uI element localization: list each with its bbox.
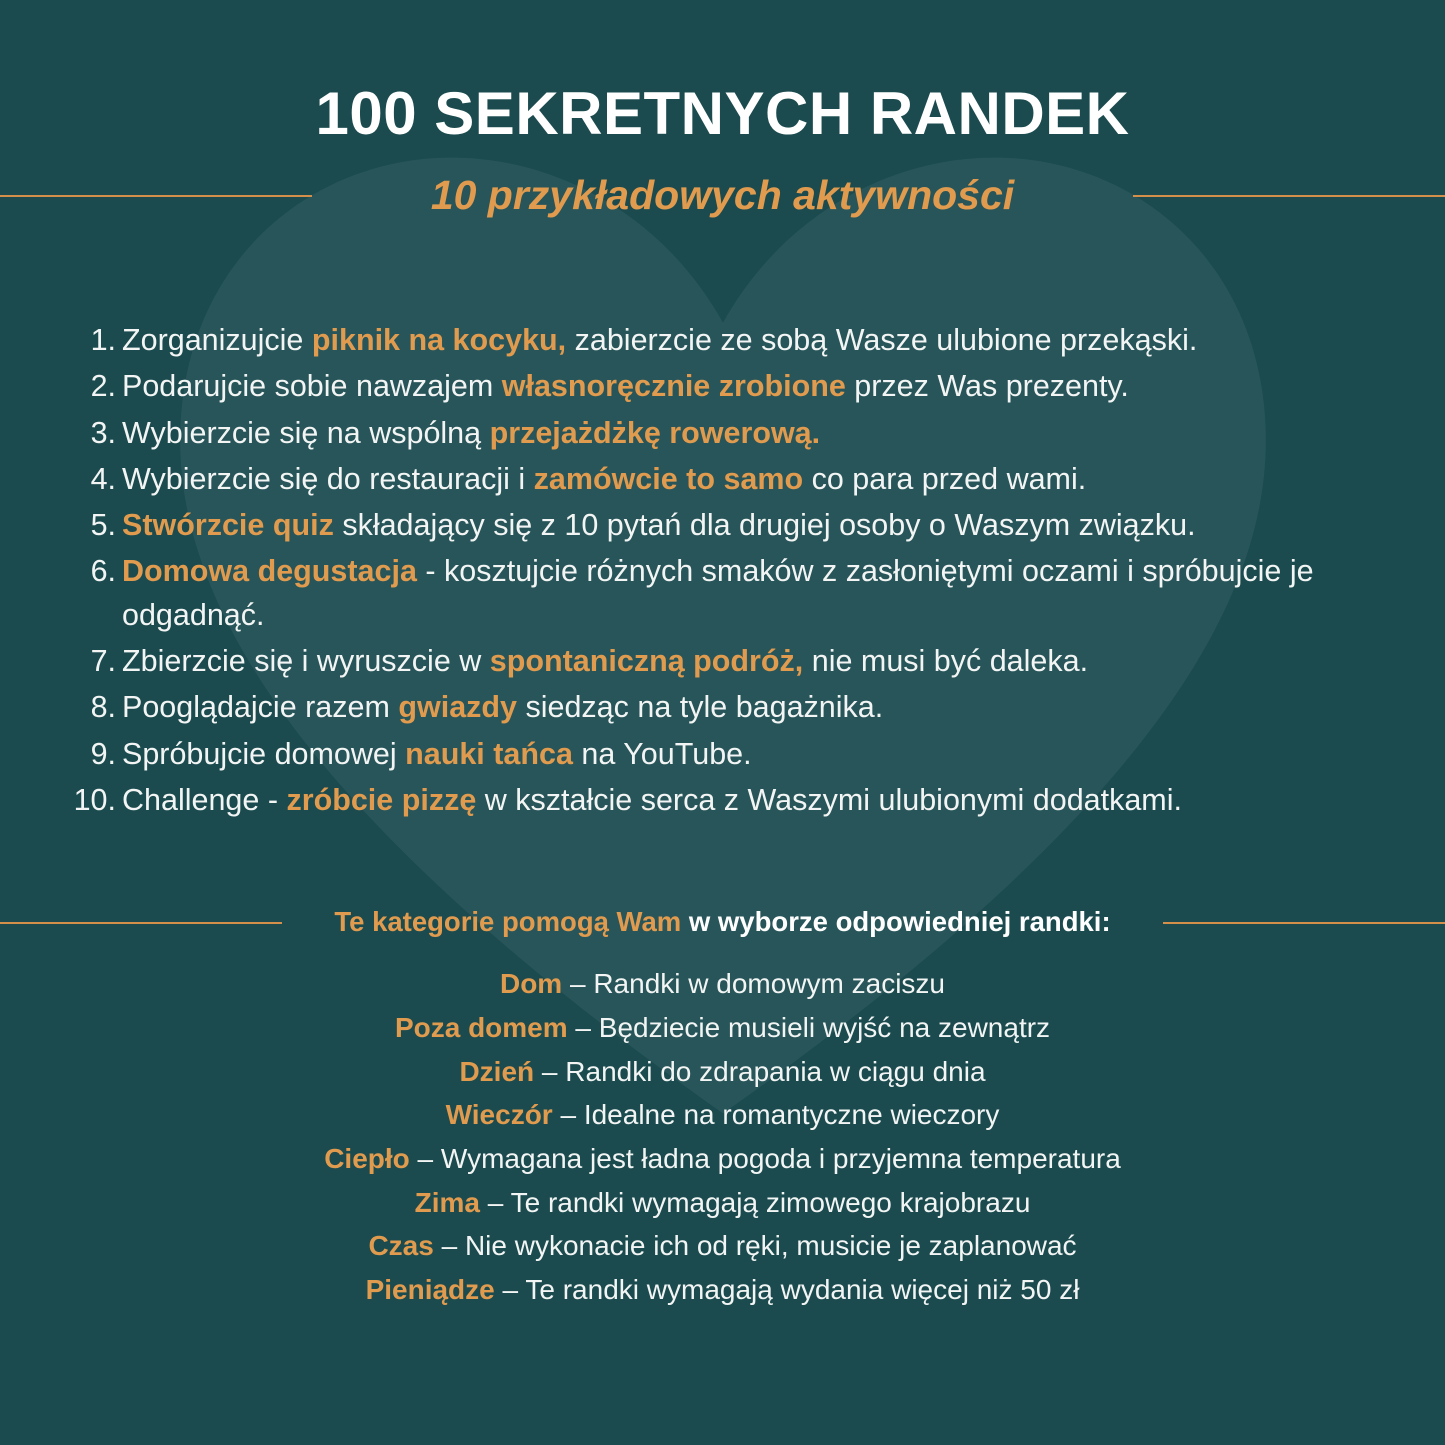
list-item	[0, 686, 1445, 729]
page-title: 100 SEKRETNYCH RANDEK	[315, 80, 1130, 147]
list-item-text	[122, 779, 1387, 822]
category-description: – Będziecie musieli wyjść na zewnątrz	[567, 1011, 1051, 1043]
list-item-plain: co para przed wami.	[803, 461, 1087, 496]
list-item-plain: - kosztujcie różnych smaków z zasłoniętymi oczami i spróbujcie je odgadnąć.	[122, 554, 1314, 632]
category-list	[0, 962, 1445, 1311]
categories-divider-left	[0, 922, 282, 924]
category-item	[0, 962, 1445, 1006]
categories-heading-rest: w wyborze odpowiedniej randki:	[681, 906, 1111, 938]
category-name: Dom	[499, 968, 563, 1000]
list-item-text	[122, 550, 1387, 637]
list-item-plain: przez Was prezenty.	[845, 369, 1129, 404]
list-item-highlight: przejażdżkę rowerową.	[489, 415, 821, 450]
category-name: Wieczór	[445, 1099, 553, 1131]
category-name: Ciepło	[324, 1142, 410, 1174]
list-item-highlight: gwiazdy	[398, 690, 517, 725]
list-item-plain: Podarujcie sobie nawzajem	[122, 369, 502, 404]
category-item	[0, 1137, 1445, 1181]
list-item-plain: Spróbujcie domowej	[122, 736, 406, 771]
list-item-plain: nie musi być daleka.	[803, 644, 1089, 679]
list-item-number: 4.	[90, 461, 116, 496]
list-item-number: 7.	[90, 644, 116, 679]
list-item-plain: Zbierzcie się i wyruszcie w	[122, 644, 490, 679]
list-item-plain: zabierzcie ze sobą Wasze ulubione przekąski.	[566, 323, 1198, 357]
category-description: – Te randki wymagają zimowego krajobrazu	[479, 1186, 1031, 1218]
page-subtitle: 10 przykładowych aktywności	[430, 171, 1015, 218]
category-description: – Randki w domowym zaciszu	[562, 968, 946, 1000]
categories-heading	[308, 906, 1136, 938]
list-item-text	[122, 412, 1387, 455]
category-item	[0, 1050, 1445, 1094]
category-name: Poza domem	[394, 1011, 568, 1043]
list-item	[0, 640, 1445, 683]
categories-divider-right	[1163, 922, 1445, 924]
list-item	[0, 365, 1445, 408]
category-item	[0, 1093, 1445, 1137]
list-item-number: 8.	[90, 690, 116, 725]
list-item-plain: Wybierzcie się do restauracji i	[122, 461, 534, 496]
category-name: Dzień	[459, 1055, 535, 1087]
list-item-highlight: spontaniczną podróż,	[489, 644, 804, 679]
list-item	[0, 779, 1445, 822]
list-item	[0, 733, 1445, 776]
list-item-plain: Challenge -	[122, 782, 287, 817]
category-item	[0, 1006, 1445, 1050]
list-item-highlight: Domowa degustacja	[122, 554, 417, 589]
list-item-plain: na YouTube.	[572, 736, 752, 771]
list-item	[0, 550, 1445, 637]
list-item	[0, 412, 1445, 455]
list-item-highlight: własnoręcznie zrobione	[501, 369, 846, 404]
list-item-text	[122, 319, 1387, 362]
category-name: Czas	[368, 1230, 434, 1262]
list-item-number: 2.	[90, 369, 116, 404]
list-item	[0, 458, 1445, 501]
list-item-number: 6.	[90, 554, 116, 589]
list-item-text	[122, 365, 1387, 408]
activity-list	[0, 319, 1445, 822]
list-item-highlight: nauki tańca	[405, 736, 573, 771]
category-description: – Idealne na romantyczne wieczory	[552, 1099, 1000, 1131]
list-item-number: 5.	[90, 508, 116, 543]
category-name: Pieniądze	[365, 1273, 495, 1305]
list-item-number: 9.	[90, 736, 116, 771]
list-item-number: 10.	[73, 782, 116, 817]
list-item-text	[122, 640, 1387, 683]
list-item	[0, 504, 1445, 547]
list-item-plain: Wybierzcie się na wspólną	[122, 415, 490, 450]
category-name: Zima	[414, 1186, 480, 1218]
list-item-plain: w kształcie serca z Waszymi ulubionymi dodatkami.	[476, 782, 1182, 817]
list-item-highlight: piknik na kocyku,	[311, 323, 567, 357]
list-item-plain: Pooglądajcie razem	[122, 690, 399, 725]
categories-heading-row	[0, 896, 1445, 948]
category-item	[0, 1268, 1445, 1312]
list-item-plain: siedząc na tyle bagażnika.	[517, 690, 884, 725]
list-item-number: 1.	[90, 323, 116, 357]
list-item-text	[122, 686, 1387, 729]
subtitle-row	[0, 167, 1445, 223]
list-item-highlight: Stwórzcie quiz	[122, 508, 334, 543]
list-item-text	[122, 458, 1387, 501]
category-description: – Wymagana jest ładna pogoda i przyjemna temperatura	[409, 1142, 1121, 1174]
category-item	[0, 1224, 1445, 1268]
list-item-number: 3.	[90, 415, 116, 450]
category-description: – Nie wykonacie ich od ręki, musicie je zaplanować	[433, 1230, 1077, 1262]
list-item-highlight: zamówcie to samo	[533, 461, 804, 496]
list-item-plain: Zorganizujcie	[122, 323, 312, 357]
divider-left	[0, 195, 312, 197]
list-item-text	[122, 504, 1387, 547]
categories-heading-highlight: Te kategorie pomogą Wam	[334, 906, 682, 938]
category-description: – Te randki wymagają wydania więcej niż 50 zł	[494, 1273, 1080, 1305]
category-description: – Randki do zdrapania w ciągu dnia	[534, 1055, 986, 1087]
list-item	[0, 319, 1445, 362]
list-item-highlight: zróbcie pizzę	[286, 782, 477, 817]
category-item	[0, 1181, 1445, 1225]
list-item-plain: składający się z 10 pytań dla drugiej osoby o Waszym związku.	[333, 508, 1196, 543]
list-item-text	[122, 733, 1387, 776]
divider-right	[1133, 195, 1445, 197]
